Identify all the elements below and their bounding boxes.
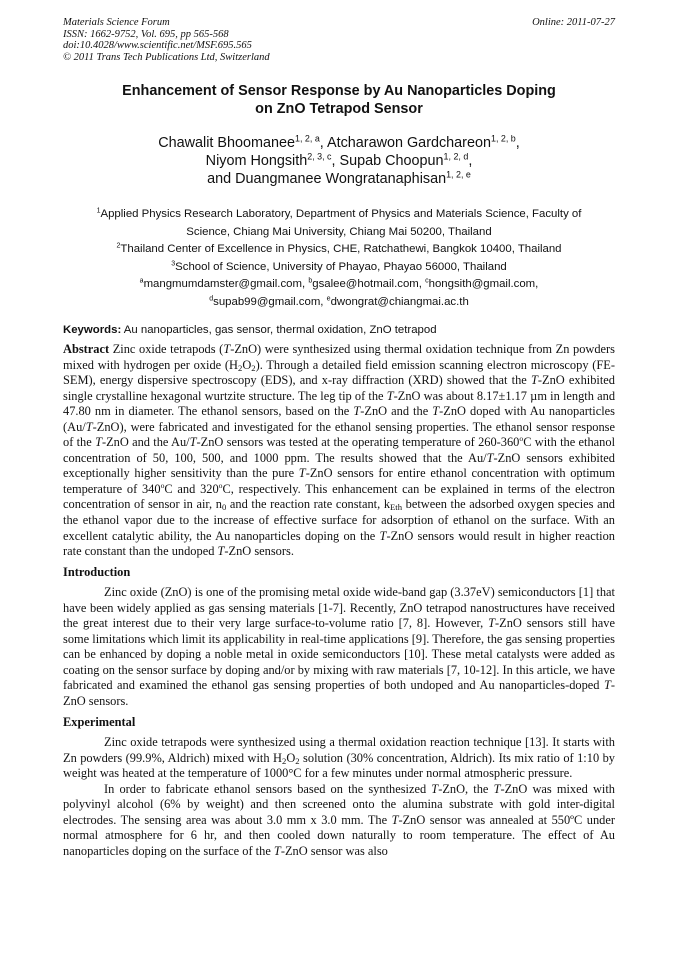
author-superscript: 1, 2, d (443, 151, 469, 162)
italic-run: T (189, 435, 197, 450)
paper-title (63, 82, 615, 118)
issn-line: ISSN: 1662-9752, Vol. 695, pp 565-568 (63, 28, 229, 40)
text-run: -ZnO was mixed with polyvinyl alcohol (6% by weight) and then screened onto the alumina substrate with gold inter-digital electrodes. The sensing area was about 3.0 mm x 3.0 mm. The (63, 781, 615, 827)
subscript: Eth (390, 502, 403, 513)
abstract-label: Abstract (63, 342, 110, 356)
email-address: supab99@gmail.com, (213, 295, 327, 308)
affiliation-1 (63, 206, 615, 224)
affiliation-text: Thailand Center of Excellence in Physics, CHE, Ratchathewi, Bangkok 10400, Thailand (120, 243, 562, 255)
text-run: -ZnO sensors still have some limitations which limit its applicability in real-time applications [9]. Therefore, the gas sensing properties can be enhanced by doping a noble metal in oxide semiconductors [10]. These metal catalysts were added as coating on the sensor surface by doping and/or by mixing with raw materials [7, 10-12]. In this article, we have fabricated and examined the ethanol gas sensing properties of both undoped and Au nanoparticles-doped (63, 616, 615, 693)
introduction-paragraph (63, 585, 615, 709)
italic-run: T (85, 419, 93, 434)
text-run: -ZnO, the (438, 781, 494, 796)
text-run: -ZnO) were synthesized using thermal oxidation technique from Zn powders mixed with hydrogen per oxide (H (63, 342, 615, 372)
italic-run: T (273, 843, 281, 858)
email-marker: e (326, 295, 331, 303)
subscript: 2 (281, 755, 287, 766)
author-superscript: 1, 2, e (446, 169, 471, 180)
affiliation-text: School of Science, University of Phayao, Phayao 56000, Thailand (175, 260, 507, 273)
introduction-heading: Introduction (63, 564, 131, 579)
paper-body (63, 342, 615, 860)
italic-run: T (603, 678, 611, 693)
author-name: Atcharawon Gardchareon (327, 135, 491, 151)
email-marker: c (425, 277, 429, 285)
email-address: dwongrat@chiangmai.ac.th (330, 295, 469, 308)
keywords-text: Au nanoparticles, gas sensor, thermal oxidation, ZnO tetrapod (121, 324, 437, 336)
copyright-line: © 2011 Trans Tech Publications Ltd, Switzerland (63, 51, 270, 63)
italic-run: T (432, 404, 440, 419)
author-separator: , (319, 135, 327, 151)
subscript: 2 (251, 362, 256, 373)
subscript: 0 (221, 502, 227, 513)
text-run: ). Through a detailed field emission scanning electron microscopy (FE-SEM), energy dispersive spectroscopy (EDS), and x-ray diffraction (XRD) showed that the (63, 357, 615, 388)
title-line-1: Enhancement of Sensor Response by Au Nanoparticles Doping (122, 83, 556, 99)
italic-run: T (386, 388, 394, 403)
email-marker: b (308, 277, 313, 285)
doi-line: doi:10.4028/www.scientific.net/MSF.695.565 (63, 40, 252, 52)
affiliation-text: Applied Physics Research Laboratory, Department of Physics and Materials Science, Faculty of (100, 208, 582, 220)
italic-run: T (486, 450, 494, 465)
affiliation-3 (63, 259, 615, 277)
text-run: -ZnO sensor was annealed at 550ºC under normal atmosphere for 6 hr, and then cooled down naturally to room temperature. The effect of Au nanoparticles doping on the surface of the (63, 812, 615, 858)
author-separator: , (331, 153, 340, 169)
email-marker: a (139, 277, 144, 285)
text-run: -ZnO sensors. (224, 544, 294, 559)
superscript: o (160, 481, 165, 491)
text-run: -ZnO exhibited single crystalline hexagonal wurtzite structure. The leg tip of the (63, 373, 615, 403)
text-run: Zinc oxide tetrapods ( (109, 342, 224, 356)
text-run: -ZnO doped with Au nanoparticles (Au/ (63, 404, 615, 434)
text-run: O (242, 357, 252, 372)
text-run: C, respectively. This enhancement can be explained in terms of the electron concentration of sensor in air, n (63, 481, 615, 512)
text-run: -ZnO sensors would result in higher reaction rate constant than the undoped (63, 528, 615, 559)
author-line-1 (63, 134, 615, 152)
online-date: Online: 2011-07-27 (532, 17, 615, 28)
text-run: -ZnO sensors exhibited exceptionally higher sensitivity than the pure (63, 450, 615, 481)
author-name: Duangmanee Wongratanaphisan (235, 171, 447, 187)
journal-header (63, 17, 615, 63)
italic-run: T (391, 812, 399, 827)
email-address: mangmumdamster@gmail.com, (143, 278, 309, 290)
text-run: In order to fabricate ethanol sensors based on the synthesized (104, 781, 432, 796)
italic-run: T (488, 616, 496, 631)
experimental-paragraph-1 (63, 735, 615, 782)
italic-run: T (353, 404, 361, 419)
author-prefix: and (207, 171, 236, 187)
subscript: 2 (237, 362, 243, 373)
keywords (63, 323, 615, 337)
italic-run: T (493, 781, 501, 796)
author-separator: , (468, 153, 473, 169)
affiliation-2 (63, 241, 615, 259)
italic-run: T (217, 544, 225, 559)
author-name: Supab Choopun (339, 153, 444, 169)
affiliations (63, 206, 615, 311)
text-run: solution (30% concentration, Aldrich). Its mix ratio of 1:10 by weight was heated at the temperature of 1000°C for a few minutes under normal atmospheric pressure. (63, 750, 615, 781)
italic-run: T (379, 528, 387, 543)
email-address: hongsith@gmail.com, (428, 278, 539, 290)
author-line-2 (63, 152, 615, 170)
superscript: o (519, 434, 524, 444)
journal-name: Materials Science Forum (63, 17, 170, 28)
text-run: -ZnO sensor was also (280, 843, 388, 858)
email-address: gsalee@hotmail.com, (312, 278, 426, 290)
text-run: and the reaction rate constant, k (226, 497, 391, 512)
text-run: -ZnO), were fabricated and investigated for the ethanol sensing properties. The ethanol sensor response of the (63, 419, 615, 450)
italic-run: T (530, 373, 538, 388)
author-list (63, 134, 615, 188)
affiliation-marker: 3 (171, 260, 176, 268)
text-run: C and 320 (164, 481, 219, 496)
italic-run: T (95, 435, 102, 450)
text-run: between the adsorbed oxygen species and the ethanol vapor due to the increase of effective surface for adsorption of ethanol on the surface. With an excellent catalytic ability, the Au nanoparticles doping on the (63, 497, 615, 543)
superscript: o (218, 481, 223, 491)
affiliation-1-cont: Science, Chiang Mai University, Chiang Mai 50200, Thailand (186, 225, 492, 238)
text-run: C with the ethanol concentration of 50, 100, 500, and 1000 ppm. The results showed that the Au/ (63, 435, 616, 465)
text-run: O (286, 750, 296, 765)
text-run: -ZnO sensors. (63, 678, 615, 709)
author-superscript: 1, 2, b (491, 133, 516, 144)
affiliation-marker: 1 (96, 207, 101, 215)
experimental-heading: Experimental (63, 714, 136, 729)
affiliation-marker: 2 (116, 242, 121, 250)
author-superscript: 2, 3, c (307, 151, 332, 162)
email-line-1 (63, 276, 615, 294)
email-line-2 (63, 294, 615, 312)
keywords-label: Keywords: (63, 324, 122, 336)
author-name: Niyom Hongsith (205, 153, 308, 169)
subscript: 2 (295, 755, 300, 766)
italic-run: T (223, 342, 231, 356)
experimental-paragraph-2 (63, 782, 615, 860)
abstract-paragraph (63, 342, 615, 560)
italic-run: T (431, 781, 439, 796)
text-run: Zinc oxide (ZnO) is one of the promising metal oxide wide-band gap (3.37eV) semiconductors [1] that have been widely applied as gas sensing materials [1-7]. Recently, ZnO tetrapod nanostructures have received the great interest due to their very large surface-to-volume ratio [7, 8]. However, (63, 585, 615, 631)
author-separator: , (515, 135, 520, 151)
email-marker: d (209, 295, 214, 303)
text-run: -ZnO was about 8.17±1.17 µm in length and 47.80 nm in diameter. The ethanol sensors, based on the (63, 388, 616, 419)
author-superscript: 1, 2, a (295, 133, 320, 144)
author-name: Chawalit Bhoomanee (158, 135, 296, 151)
author-line-3 (63, 170, 615, 188)
text-run: -ZnO and the Au/ (101, 435, 190, 450)
title-line-2: on ZnO Tetrapod Sensor (255, 101, 423, 117)
text-run: Zinc oxide tetrapods were synthesized using a thermal oxidation reaction technique [13]. It starts with Zn powders (99.9%, Aldrich) mixed with H (63, 735, 615, 765)
text-run: -ZnO sensors was tested at the operating temperature of 260-360 (196, 435, 520, 450)
text-run: -ZnO sensors for entire ethanol concentration with optimum temperature of 340 (63, 466, 615, 496)
text-run: -ZnO and the (360, 404, 433, 419)
italic-run: T (298, 466, 306, 481)
